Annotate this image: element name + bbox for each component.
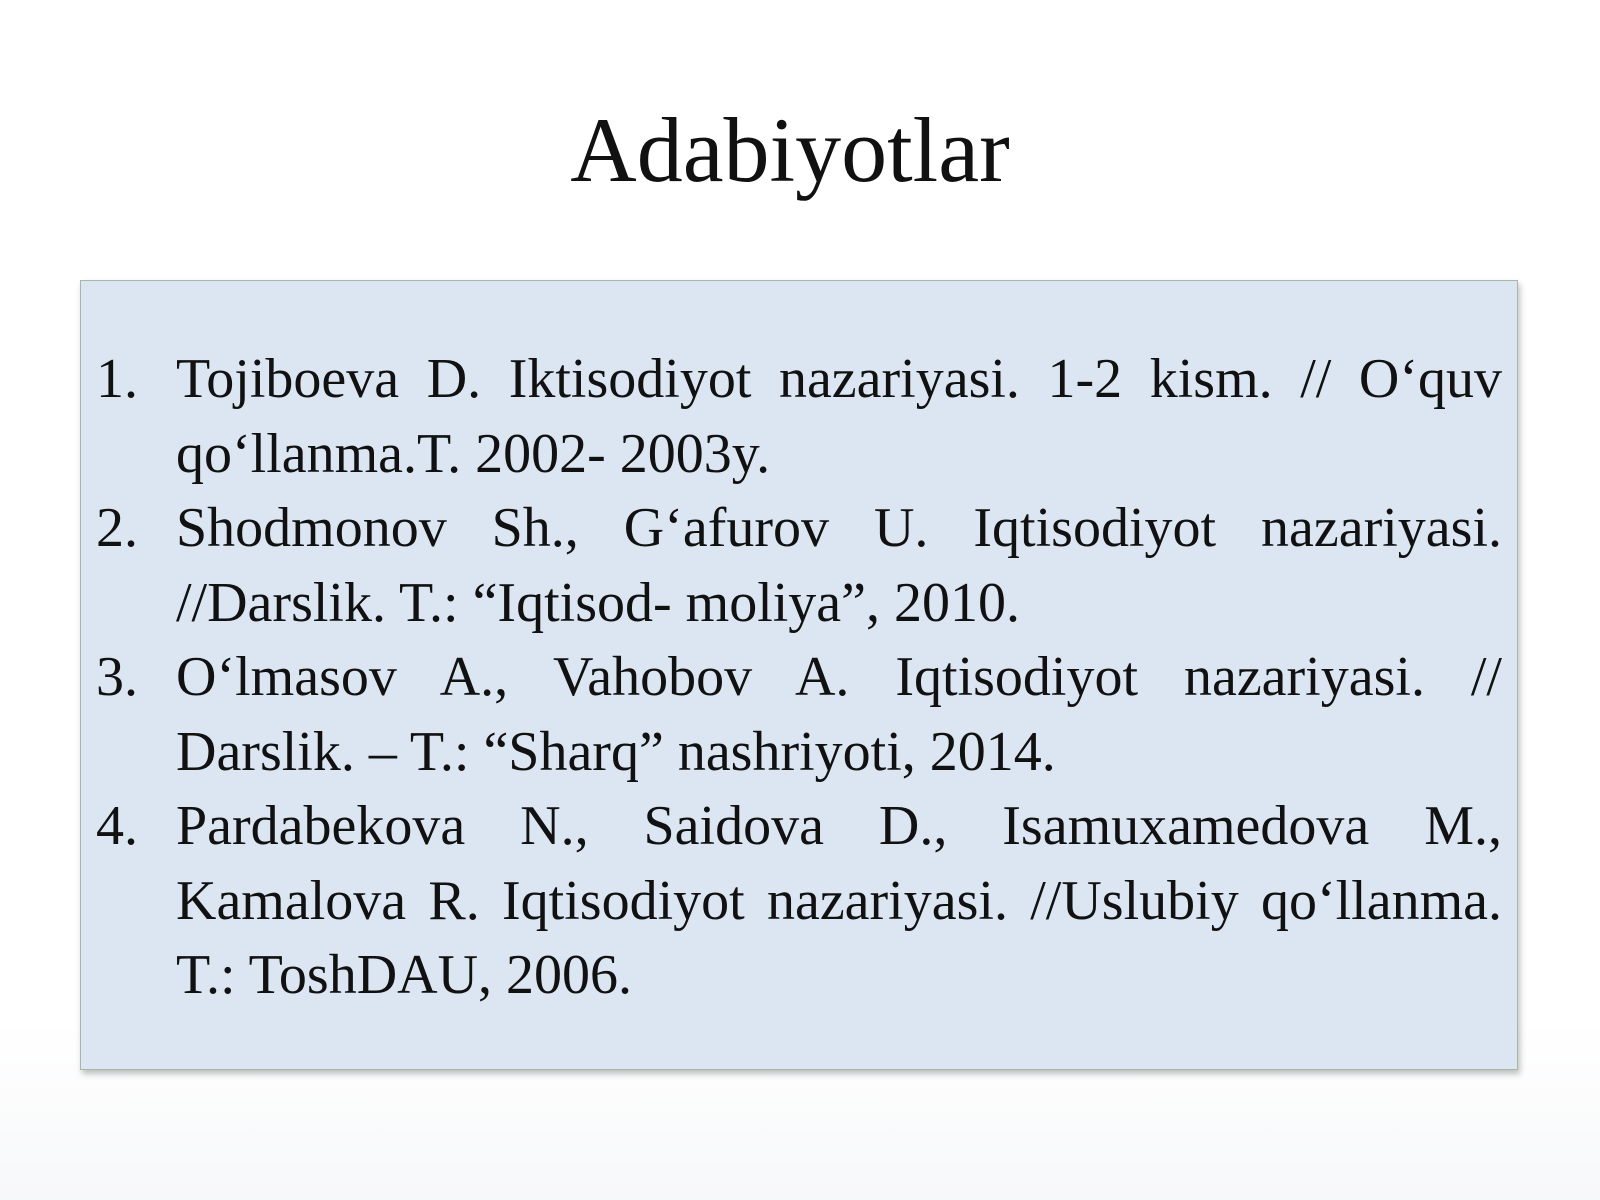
list-item-text: Shodmonov Sh., G‘afurov U. Iqtisodiyot nazariyasi. //Darslik. T.: “Iqtisod- moliya”, 2010.	[176, 497, 1502, 634]
page-title: Adabiyotlar	[570, 99, 1010, 201]
list-item	[96, 491, 1502, 640]
list-item	[96, 342, 1502, 491]
list-item-number: 1.	[96, 348, 138, 410]
list-item-text: Pardabekova N., Saidova D., Isamuxamedova M., Kamalova R. Iqtisodiyot nazariyasi. //Uslubiy qo‘llanma. T.: ToshDAU, 2006.	[176, 795, 1502, 1006]
list-item-number: 4.	[96, 795, 138, 857]
list-item	[96, 640, 1502, 789]
list-item-text: O‘lmasov A., Vahobov A. Iqtisodiyot nazariyasi. // Darslik. – T.: “Sharq” nashriyoti, 2014.	[176, 646, 1502, 783]
list-item	[96, 789, 1502, 1013]
list-item-number: 3.	[96, 646, 138, 708]
references-list	[96, 342, 1502, 1013]
list-item-text: Tojiboeva D. Iktisodiyot nazariyasi. 1-2 kism. // O‘quv qo‘llanma.T. 2002- 2003y.	[176, 348, 1502, 485]
list-item-number: 2.	[96, 497, 138, 559]
